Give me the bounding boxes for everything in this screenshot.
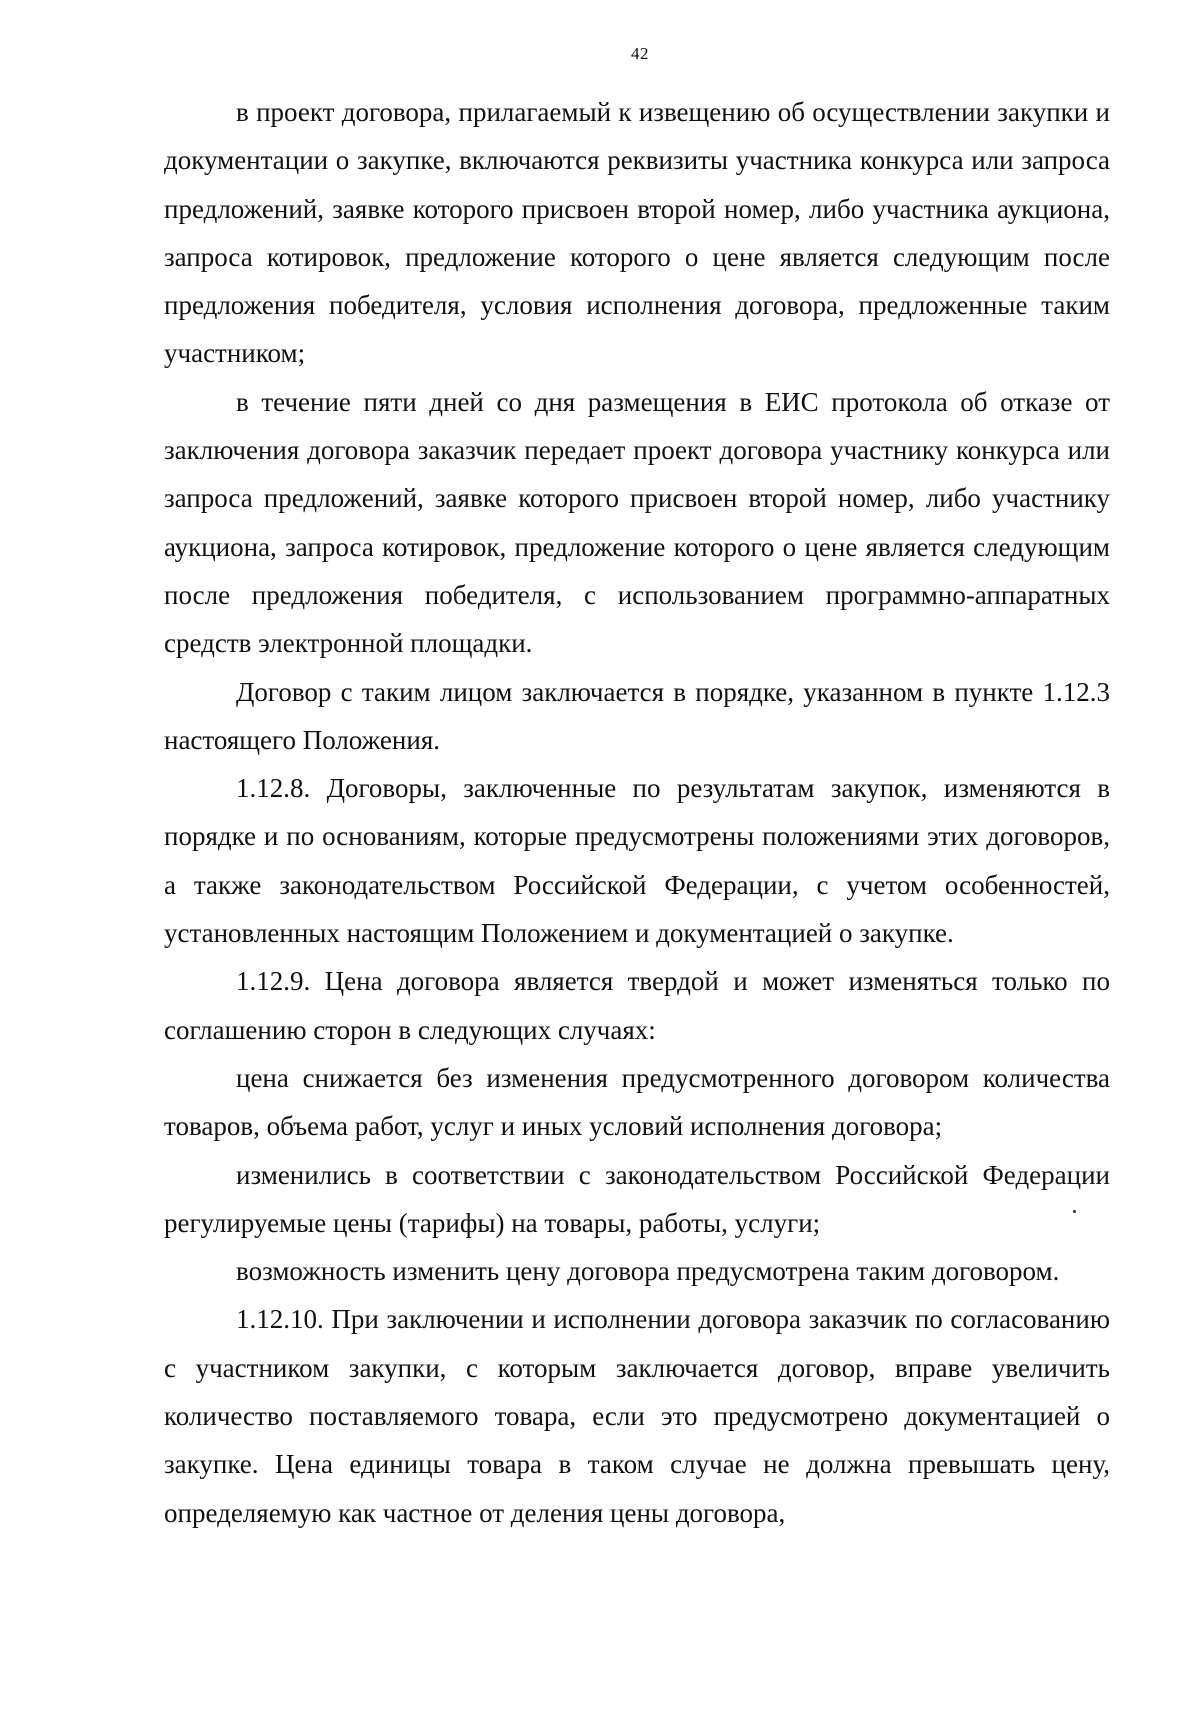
paragraph-price-reduction: цена снижается без изменения предусмотренного договором количества товаров, объема работ, услуг и иных условий исполнения договора; <box>164 1062 1110 1142</box>
paragraph-1-12-9: 1.12.9. Цена договора является твердой и может изменяться только по соглашению сторон в следующих случаях: <box>164 966 1110 1045</box>
paragraph-contract-conclusion-order: Договор с таким лицом заключается в порядке, указанном в пункте 1.12.3 настоящего Положения. <box>164 676 1110 755</box>
paragraph-contract-draft-details: в проект договора, прилагаемый к извещению об осуществлении закупки и документации о закупке, включаются реквизиты участника конкурса или запроса предложений, заявке которого присвоен второй номер, либо участника аукциона, запроса котировок, предложение которого о цене является следующим после предложения победителя, условия исполнения договора, предложенные таким участником; <box>164 97 1110 369</box>
paragraph-1-12-10: 1.12.10. При заключении и исполнении договора заказчик по согласованию с участником закупки, с которым заключается договор, вправе увеличить количество поставляемого товара, если это предусмотрено документацией о закупке. Цена единицы товара в таком случае не должна превышать цену, определяемую как частное от деления цены договора, <box>164 1304 1110 1528</box>
paragraph-price-change-option: возможность изменить цену договора предусмотрена таким договором. <box>236 1256 1060 1287</box>
paragraph-contract-transfer: в течение пяти дней со дня размещения в ЕИС протокола об отказе от заключения договора заказчик передает проект договора участнику конкурса или запроса предложений, заявке которого присвоен второй номер, либо участнику аукциона, запроса котировок, предложение которого о цене является следующим после предложения победителя, с использованием программно-аппаратных средств электронной площадки. <box>164 386 1110 659</box>
paragraph-1-12-8: 1.12.8. Договоры, заключенные по результатам закупок, изменяются в порядке и по основаниям, которые предусмотрены положениями этих договоров, а также законодательством Российской Федерации, с учетом особенностей, установленных настоящим Положением и документацией о закупке. <box>164 773 1110 949</box>
page-number: 42 <box>631 44 649 63</box>
scan-artifact-dot <box>1073 1210 1076 1213</box>
paragraph-regulated-prices: изменились в соответствии с законодательством Российской Федерации регулируемые цены (тарифы) на товары, работы, услуги; <box>164 1159 1110 1238</box>
document-body <box>164 88 1110 1537</box>
